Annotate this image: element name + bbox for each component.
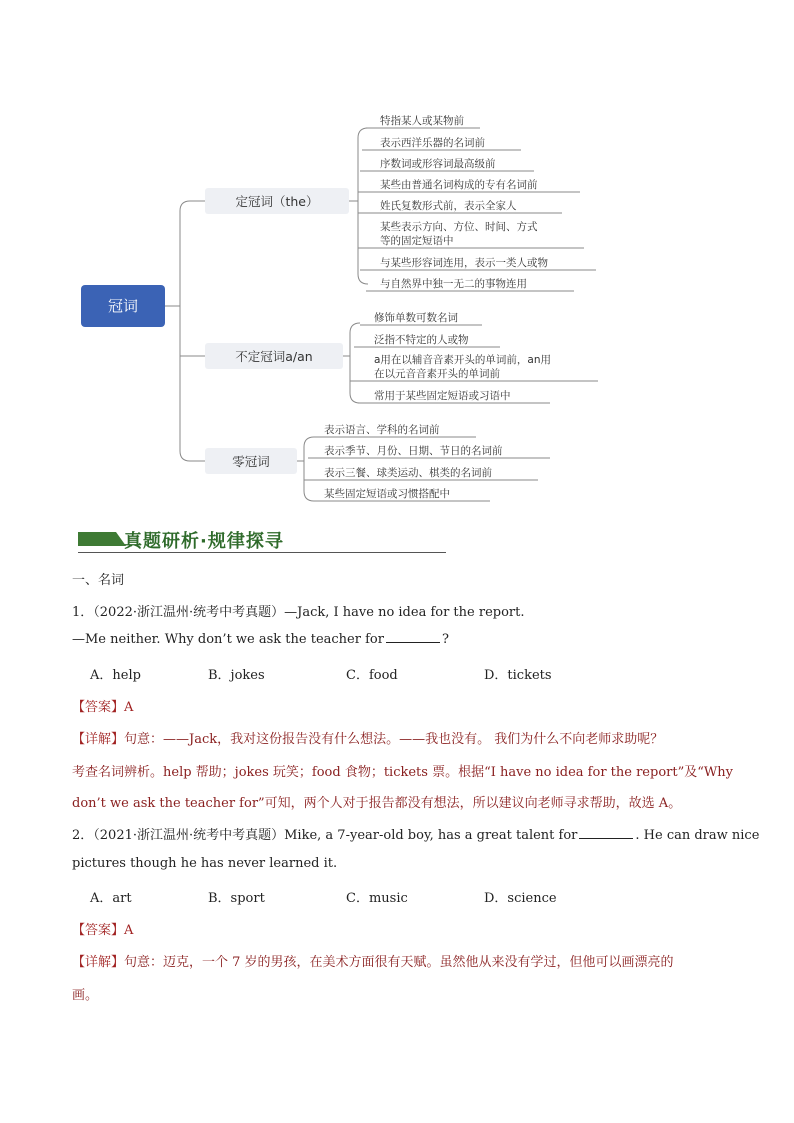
mind-map <box>0 0 794 520</box>
leaf-item: 姓氏复数形式前，表示全家人 <box>380 200 517 212</box>
question-2-detail-line: 画。 <box>72 988 99 1003</box>
option-b: B．jokes <box>208 668 265 683</box>
leaf-item: 表示三餐、球类运动、棋类的名词前 <box>324 467 492 479</box>
leaf-item: 泛指不特定的人或物 <box>374 334 469 346</box>
branch-definite-article-label: 定冠词（the） <box>235 194 319 209</box>
leaf-item: 等的固定短语中 <box>380 235 454 247</box>
answer-blank <box>386 632 440 643</box>
leaf-item: 某些固定短语或习惯搭配中 <box>324 488 450 500</box>
section-title: 真题研析·规律探寻 <box>124 531 284 552</box>
leaf-item: 在以元音音素开头的单词前 <box>374 368 500 380</box>
option-b: B．sport <box>208 891 265 906</box>
leaf-item: 常用于某些固定短语或习语中 <box>374 390 511 402</box>
leaf-item: 表示语言、学科的名词前 <box>324 424 440 436</box>
detail-label: 【详解】 <box>72 732 125 747</box>
question-2-answer <box>72 919 133 938</box>
detail-label: 【详解】 <box>72 955 125 970</box>
question-2-line2: pictures though he has never learned it. <box>72 856 338 871</box>
leaf-item: 特指某人或某物前 <box>380 115 464 127</box>
option-d: D．science <box>484 891 557 906</box>
question-1-line2 <box>72 632 449 647</box>
question-1-line2-text: —Me neither. Why don’t we ask the teacher for <box>72 632 384 647</box>
option-a: A．art <box>90 891 132 906</box>
question-1-detail-line: 考查名词辨析。help 帮助；jokes 玩笑；food 食物；tickets 票。根据“I have no idea for the report”及“Why <box>72 765 733 780</box>
branch-indefinite-article-label: 不定冠词a/an <box>235 349 313 364</box>
answer-label: 【答案】 <box>72 700 125 715</box>
question-2-stem-text: 2．（2021·浙江温州·统考中考真题）Mike, a 7-year-old boy, has a great talent for <box>72 828 578 843</box>
detail-text: 句意：迈克，一个 7 岁的男孩，在美术方面很有天赋。虽然他从来没有学过，但他可以画漂亮的 <box>124 955 674 970</box>
section-bar-icon <box>78 532 116 546</box>
answer-value: A <box>124 700 134 715</box>
leaf-item: 与自然界中独一无二的事物连用 <box>380 278 527 290</box>
question-1-detail-line <box>72 728 663 747</box>
question-2-stem <box>72 824 759 843</box>
option-c: C．food <box>346 668 398 683</box>
question-1-answer <box>72 696 133 715</box>
leaf-item: 修饰单数可数名词 <box>374 312 458 324</box>
question-2-stem-end: . He can draw nice <box>635 828 760 843</box>
leaf-item: 某些表示方向、方位、时间、方式 <box>380 221 538 233</box>
leaf-item: 表示季节、月份、日期、节日的名词前 <box>324 445 503 457</box>
detail-text: 句意：——Jack，我对这份报告没有什么想法。——我也没有。 我们为什么不向老师求助呢？ <box>124 732 664 747</box>
answer-label: 【答案】 <box>72 923 125 938</box>
option-d: D．tickets <box>484 668 552 683</box>
question-1-line2-end: ? <box>441 632 449 647</box>
answer-blank <box>579 828 633 839</box>
leaf-item: 某些由普通名词构成的专有名词前 <box>380 179 538 191</box>
branch-zero-article-label: 零冠词 <box>232 454 270 469</box>
leaf-item: 与某些形容词连用，表示一类人或物 <box>380 257 548 269</box>
question-1-detail-line: don’t we ask the teacher for”可知，两个人对于报告都没有想法，所以建议向老师寻求帮助，故选 A。 <box>72 796 682 811</box>
section-header <box>78 526 446 553</box>
question-1-stem: 1．（2022·浙江温州·统考中考真题）—Jack, I have no idea for the report. <box>72 605 525 620</box>
option-a: A．help <box>90 668 141 683</box>
question-2-detail-line <box>72 951 674 970</box>
option-c: C．music <box>346 891 408 906</box>
mind-map-root-label: 冠词 <box>107 297 139 315</box>
zero-article-leaves <box>304 423 550 501</box>
leaf-item: 表示西洋乐器的名词前 <box>380 137 485 149</box>
leaf-item: a用在以辅音音素开头的单词前，an用 <box>374 354 552 366</box>
definite-article-leaves <box>358 114 596 291</box>
leaf-item: 序数词或形容词最高级前 <box>380 158 496 170</box>
answer-value: A <box>124 923 134 938</box>
indefinite-article-leaves <box>350 311 598 403</box>
part-heading: 一、名词 <box>72 573 125 588</box>
